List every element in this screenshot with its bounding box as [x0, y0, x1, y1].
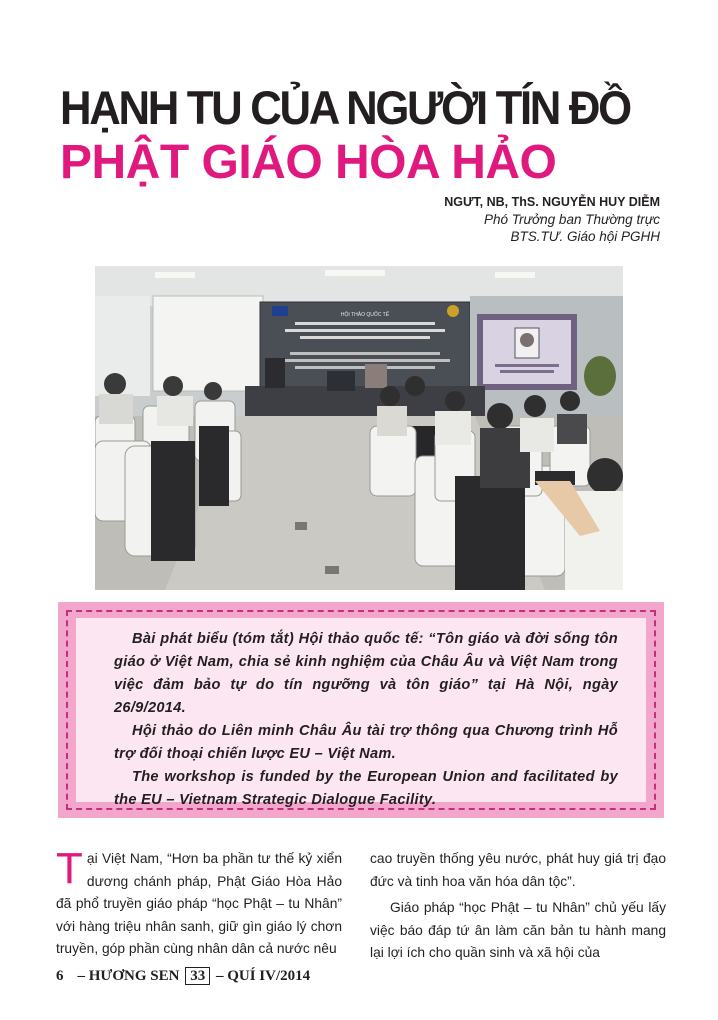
byline [444, 194, 660, 245]
drop-cap: T [56, 844, 83, 893]
photo-illustration [95, 266, 623, 590]
page-footer [56, 966, 310, 986]
issue-number: 33 [185, 967, 210, 985]
author-name: NGƯT, NB, ThS. NGUYỄN HUY DIỄM [444, 195, 660, 209]
page-number: 6 [56, 968, 64, 984]
author-role: Phó Trưởng ban Thường trực [483, 212, 660, 227]
magazine-name: HƯƠNG SEN [88, 968, 180, 984]
conference-photo [95, 266, 623, 590]
title-line-1: HẠNH TU CỦA NGƯỜI TÍN ĐỒ [60, 81, 630, 134]
article-right-paragraph-1: cao truyền thống yêu nước, phát huy giá trị đạo đức và tinh hoa văn hóa dân tộc”. [370, 851, 666, 889]
article-column-right [370, 848, 666, 965]
author-organization: BTS.TƯ. Giáo hội PGHH [510, 229, 660, 244]
caption-text [114, 628, 618, 812]
title-line-2: PHẬT GIÁO HÒA HẢO [60, 136, 557, 189]
article-left-text: ại Việt Nam, “Hơn ba phần tư thế kỷ xiển dương chánh pháp, Phật Giáo Hòa Hảo đã phổ truyền giáo pháp “học Phật – tu Nhân” với hàng triệu nhân sanh, giữ gìn giáo lý chơn truyền, góp phần cùng nhân dân cả nước nêu [56, 851, 342, 956]
article-column-left [56, 844, 342, 961]
article-right-paragraph-2: Giáo pháp “học Phật – tu Nhân” chủ yếu lấy việc báo đáp tứ ân làm căn bản tu hành mang lại lợi ích cho quần sinh và xã hội của [370, 900, 666, 960]
caption-paragraph-1: Bài phát biểu (tóm tắt) Hội thảo quốc tế: “Tôn giáo và đời sống tôn giáo ở Việt Nam, chia sẻ kinh nghiệm của Châu Âu và Việt Nam trong việc đảm bảo tự do tín ngưỡng và tôn giáo” tại Hà Nội, ngày 26/9/2014. [114, 631, 618, 716]
caption-paragraph-2: Hội thảo do Liên minh Châu Âu tài trợ thông qua Chương trình Hỗ trợ đối thoại chiến lược EU – Việt Nam. [114, 723, 618, 762]
footer-dash-1: – [77, 968, 85, 984]
caption-paragraph-3: The workshop is funded by the European Union and facilitated by the EU – Vietnam Strategic Dialogue Facility. [114, 769, 618, 808]
svg-text:HỘI THẢO QUỐC TẾ: HỘI THẢO QUỐC TẾ [340, 312, 390, 318]
footer-dash-2: – [215, 968, 224, 984]
issue-period: QUÍ IV/2014 [227, 968, 311, 984]
